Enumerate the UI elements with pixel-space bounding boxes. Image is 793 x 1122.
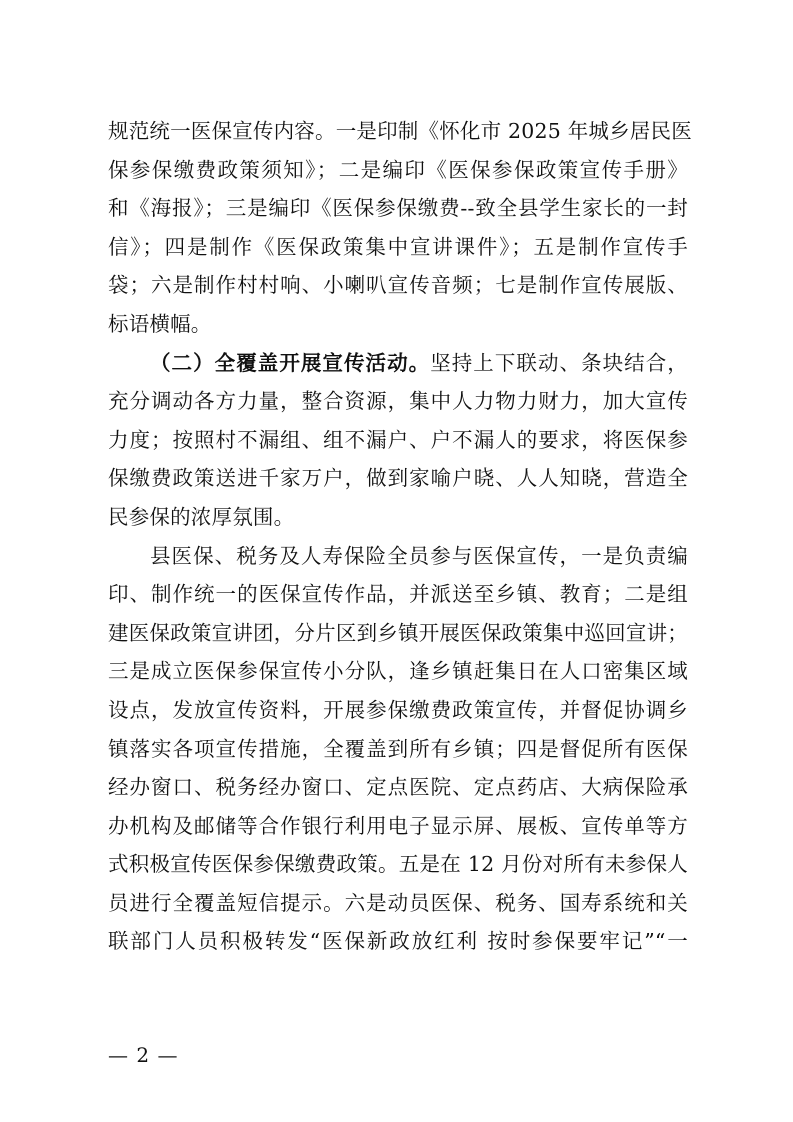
- paragraph-3-line-5: 设点，发放宣传资料，开展参保缴费政策宣传，并督促协调乡: [108, 697, 688, 722]
- paragraph-2-line-2: 充分调动各方力量，整合资源，集中人力物力财力，加大宣传: [108, 389, 688, 414]
- paragraph-3-line-11: 联部门人员积极转发“医保新政放红利 按时参保要牢记”“一: [108, 929, 688, 954]
- paragraph-2-line-1: [108, 344, 688, 383]
- paragraph-2-line-1-text: 坚持上下联动、条块结合，: [430, 350, 688, 375]
- paragraph-1-line-5: 袋；六是制作村村响、小喇叭宣传音频；七是制作宣传展版、: [108, 273, 688, 298]
- paragraph-3-line-1: 县医保、税务及人寿保险全员参与医保宣传，一是负责编: [150, 543, 688, 568]
- paragraph-3-line-8: 办机构及邮储等合作银行利用电子显示屏、展板、宣传单等方: [108, 813, 688, 838]
- paragraph-3-line-9: 式积极宣传医保参保缴费政策。五是在 12 月份对所有未参保人: [108, 852, 688, 877]
- section-heading: （二）全覆盖开展宣传活动。: [150, 350, 431, 375]
- paragraph-1-line-4: 信》；四是制作《医保政策集中宣讲课件》；五是制作宣传手: [108, 234, 688, 259]
- paragraph-3-line-7: 经办窗口、税务经办窗口、定点医院、定点药店、大病保险承: [108, 775, 688, 800]
- paragraph-3-line-10: 员进行全覆盖短信提示。六是动员医保、税务、国寿系统和关: [108, 890, 688, 915]
- paragraph-1-line-6: 标语横幅。: [108, 311, 212, 336]
- paragraph-1-line-3: 和《海报》；三是编印《医保参保缴费--致全县学生家长的一封: [108, 196, 688, 221]
- paragraph-3-line-4: 三是成立医保参保宣传小分队，逢乡镇赶集日在人口密集区域: [108, 659, 688, 684]
- paragraph-3-line-2: 印、制作统一的医保宣传作品，并派送至乡镇、教育；二是组: [108, 582, 688, 607]
- paragraph-1-line-2: 保参保缴费政策须知》；二是编印《医保参保政策宣传手册》: [108, 157, 688, 182]
- body-text: [108, 112, 692, 961]
- paragraph-3-line-6: 镇落实各项宣传措施，全覆盖到所有乡镇；四是督促所有医保: [108, 736, 688, 761]
- paragraph-2-line-3: 力度；按照村不漏组、组不漏户、户不漏人的要求，将医保参: [108, 427, 688, 452]
- page-number: — 2 —: [108, 1043, 179, 1067]
- paragraph-2-line-4: 保缴费政策送进千家万户，做到家喻户晓、人人知晓，营造全: [108, 466, 688, 491]
- paragraph-3-line-3: 建医保政策宣讲团，分片区到乡镇开展医保政策集中巡回宣讲；: [108, 620, 688, 645]
- paragraph-1-line-1: 规范统一医保宣传内容。一是印制《怀化市 2025 年城乡居民医: [108, 119, 692, 143]
- paragraph-2-line-5: 民参保的浓厚氛围。: [108, 504, 295, 529]
